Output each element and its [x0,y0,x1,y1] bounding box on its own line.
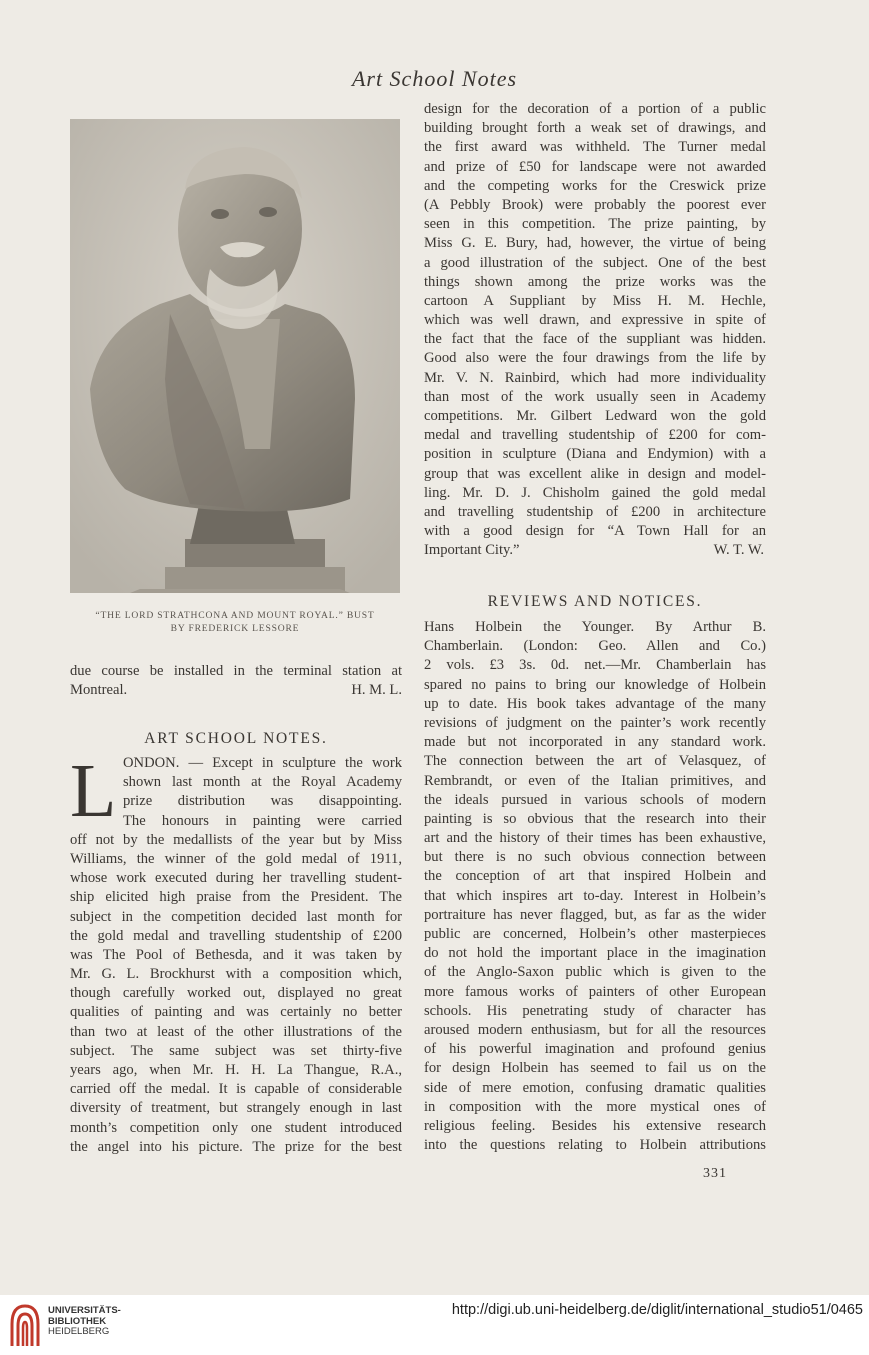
text-line: whose work executed during her travelling student- [70,870,402,887]
text-line: month’s competition only one student introduced [70,1119,402,1136]
text-line: of the Anglo-Saxon public which is given to the [424,964,766,981]
text-line: than two at least of the other illustrations of the [70,1023,402,1040]
text-line: subject. The same subject was set thirty-five [70,1042,402,1059]
text-line: the first award was withheld. The Turner medal [424,139,766,156]
text-line: more famous works of painters of other European [424,983,766,1000]
text-line: art and the history of their times has been exhaustive, [424,830,766,847]
text-line: religious feeling. Besides his extensive research [424,1117,766,1134]
figure-caption [70,609,400,635]
signature: W. T. W. [713,542,764,559]
text-line: Montreal. [70,682,128,699]
text-line: The honours in painting were carried [123,812,402,829]
text-line: diversity of treatment, but strangely enough in last [70,1100,402,1117]
text-line: was The Pool of Bethesda, and it was taken by [70,946,402,963]
text-line: seen in this competition. The prize painting, by [424,216,766,233]
text-line: years ago, when Mr. H. H. La Thangue, R.A., [70,1062,402,1078]
section-title-art-school-notes: ART SCHOOL NOTES. [144,730,328,747]
text-line: Mr. G. L. Brockhurst with a composition which, [70,966,402,983]
text-line: Rembrandt, or even of the Italian primitives, and [424,772,766,789]
text-line: though carefully worked out, displayed no great [70,985,402,1002]
text-line: Good also were the four drawings from the life by [424,350,766,367]
text-line: the ideals pursued in various schools of modern [424,791,766,808]
text-line: Williams, the winner of the gold medal of 1911, [70,850,402,867]
text-line: spared no pains to bring our knowledge of Holbein [424,676,766,693]
library-name-line: BIBLIOTHEK [48,1315,107,1327]
reviews-body [424,618,766,1155]
text-line: Chamberlain. (London: Geo. Allen and Co.) [424,638,766,655]
text-line: Hans Holbein the Younger. By Arthur B. [424,619,766,635]
text-line-with-signature [424,541,766,560]
text-line: the angel into his picture. The prize for the best [70,1138,402,1155]
text-line: up to date. His book takes advantage of the many [424,695,766,712]
text-line: due course be installed in the terminal station at [70,663,402,679]
text-line: medal and travelling studentship of £200 for com- [424,427,766,444]
text-line: competitions. Mr. Gilbert Ledward won the gold [424,408,766,424]
text-line-with-signature [70,681,402,700]
text-line: painting is so obvious that the research into their [424,810,766,827]
page-number: 331 [703,1166,727,1181]
text-line: The connection between the art of Velasquez, of [424,753,766,770]
text-line: qualities of painting and was certainly no better [70,1004,402,1021]
text-line: made but not incorporated in any standard work. [424,734,766,751]
library-name [48,1306,121,1338]
library-name-line: UNIVERSITÄTS- [48,1305,121,1316]
text-line: and prize of £50 for landscape were not awarded [424,158,766,175]
text-line: do not hold the important place in the imagination [424,945,766,962]
text-line: and travelling studentship of £200 in architecture [424,503,766,520]
drop-cap: L [70,749,117,833]
text-line: the fact that the face of the suppliant was hidden. [424,331,766,348]
caption-line: “THE LORD STRATHCONA AND MOUNT ROYAL.” BUST [95,610,375,621]
library-logo-icon [10,1302,40,1348]
text-line: Mr. V. N. Rainbird, which had more individuality [424,369,766,386]
text-line: ling. Mr. D. J. Chisholm gained the gold medal [424,484,766,501]
text-line: group that was excellent alike in design and model- [424,465,766,482]
signature: H. M. L. [351,682,402,699]
source-url-link[interactable]: http://digi.ub.uni-heidelberg.de/diglit/international_studio51/0465 [451,1302,863,1318]
text-line: of his powerful imagination and profound genius [424,1041,766,1058]
text-line: prize distribution was disappointing. [123,793,402,810]
text-line: ONDON. — Except in sculpture the work [123,755,402,771]
library-name-line: HEIDELBERG [48,1326,110,1337]
text-line: into the questions relating to Holbein attributions [424,1137,766,1154]
text-line: off not by the medallists of the year but by Miss [70,831,402,848]
text-line: for design Holbein has seemed to fail us on the [424,1060,766,1077]
text-line: position in sculpture (Diana and Endymion) with a [424,446,766,463]
text-line: portraiture has never flagged, but, as far as the wider [424,906,766,923]
text-line: which was well drawn, and expressive in spite of [424,312,766,329]
text-line: but there is no such obvious connection between [424,849,766,866]
text-line: a good illustration of the subject. One of the best [424,254,766,271]
left-column-continuation [70,662,402,700]
text-line: (A Pebbly Brook) were probably the poorest ever [424,196,766,213]
caption-line: BY FREDERICK LESSORE [170,623,300,634]
text-line: subject in the competition decided last month for [70,908,402,925]
text-line: the gold medal and travelling studentship of £200 [70,927,402,944]
text-line: that which inspires art to-day. Interest in Holbein’s [424,887,766,904]
text-line: public are concerned, Holbein’s other masterpieces [424,926,766,942]
text-line: ship elicited high praise from the President. The [70,889,402,906]
text-line: Important City.” [424,542,520,559]
text-line: building brought forth a weak set of drawings, and [424,120,766,137]
bust-illustration [70,119,400,593]
text-line: the conception of art that inspired Holbein and [424,868,766,885]
text-line: side of mere emotion, confusing dramatic qualities [424,1079,766,1096]
art-school-notes-body [70,749,402,1157]
text-line: and the competing works for the Creswick prize [424,177,766,194]
running-title: Art School Notes [351,66,518,91]
text-line: carried off the medal. It is capable of considerable [70,1081,402,1098]
text-line: design for the decoration of a portion of a public [424,101,766,117]
text-line: Miss G. E. Bury, had, however, the virtue of being [424,235,766,252]
text-line: shown last month at the Royal Academy [123,774,402,791]
bust-photograph [70,119,400,593]
text-line: with a good design for “A Town Hall for an [424,523,766,540]
text-line: cartoon A Suppliant by Miss H. M. Hechle, [424,292,766,309]
text-line: revisions of judgment on the painter’s work recently [424,714,766,731]
right-column-body [424,100,766,561]
text-line: in composition with the more mystical ones of [424,1098,766,1115]
text-line: schools. His penetrating study of character has [424,1002,766,1019]
text-line: than most of the work usually seen in Academy [424,388,766,405]
text-line: things shown among the prize works was the [424,273,766,290]
text-line: aroused modern enthusiasm, but for all the resources [424,1021,766,1038]
section-title-reviews: REVIEWS AND NOTICES. [487,593,703,610]
text-line: 2 vols. £3 3s. 0d. net.—Mr. Chamberlain has [424,657,766,674]
